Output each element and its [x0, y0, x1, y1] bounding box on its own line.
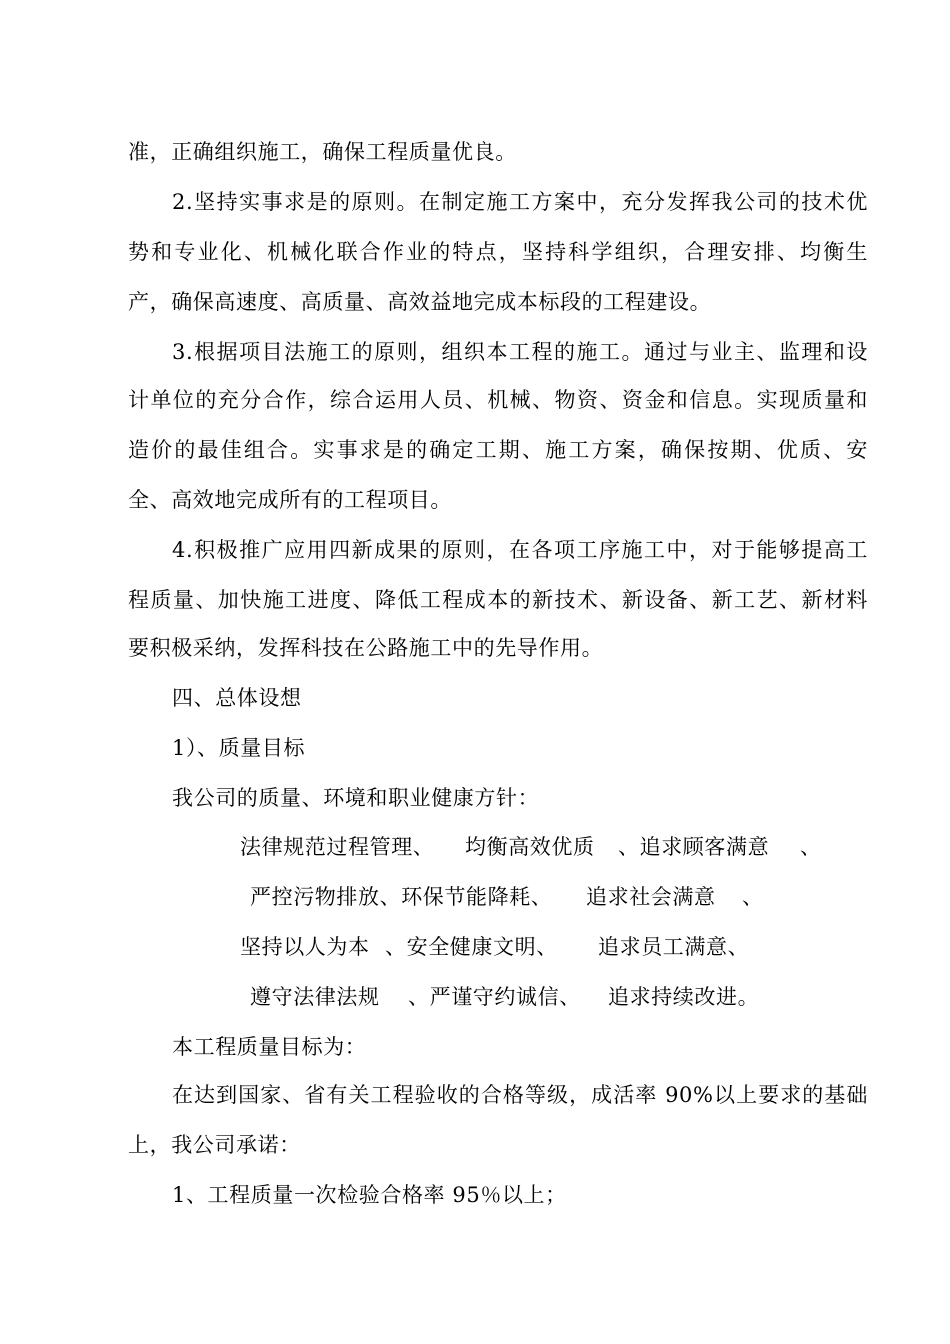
paragraph-line: 在达到国家、省有关工程验收的合格等级，成活率 90%以上要求的基础: [172, 1083, 868, 1107]
paragraph-line: 准，正确组织施工，确保工程质量优良。: [128, 140, 517, 164]
paragraph-line: 2.坚持实事求是的原则。在制定施工方案中，充分发挥我公司的技术优: [172, 190, 868, 214]
policy-phrase: 坚持以人为本: [240, 935, 370, 959]
paragraph-line: 产，确保高速度、高质量、高效益地完成本标段的工程建设。: [128, 290, 712, 314]
paragraph-line: 我公司的质量、环境和职业健康方针：: [172, 786, 540, 810]
policy-phrase: 追求员工满意、: [598, 935, 750, 959]
policy-phrase: 、严谨守约诚信、: [408, 985, 581, 1009]
list-item: 1、工程质量一次检验合格率 95％以上；: [172, 1183, 567, 1207]
subsection-heading: 1）、质量目标: [172, 736, 306, 760]
policy-phrase: 均衡高效优质: [465, 835, 595, 859]
paragraph-line: 上，我公司承诺：: [128, 1133, 301, 1157]
policy-phrase: 追求社会满意: [586, 885, 716, 909]
paragraph-line: 3.根据项目法施工的原则，组织本工程的施工。通过与业主、监理和设: [172, 340, 868, 364]
paragraph-line: 造价的最佳组合。实事求是的确定工期、施工方案，确保按期、优质、安: [128, 438, 868, 462]
section-heading: 四、总体设想: [172, 686, 302, 710]
paragraph-line: 全、高效地完成所有的工程项目。: [128, 488, 452, 512]
policy-phrase: 、: [800, 835, 822, 859]
policy-phrase: 、安全健康文明、: [385, 935, 558, 959]
policy-phrase: 法律规范过程管理、: [240, 835, 435, 859]
policy-phrase: 追求持续改进。: [608, 985, 760, 1009]
paragraph-line: 4.积极推广应用四新成果的原则，在各项工序施工中，对于能够提高工: [172, 538, 868, 562]
paragraph-line: 程质量、加快施工进度、降低工程成本的新技术、新设备、新工艺、新材料: [128, 588, 868, 612]
policy-phrase: 、: [742, 885, 764, 909]
policy-phrase: 遵守法律法规: [250, 985, 380, 1009]
paragraph-line: 本工程质量目标为：: [172, 1035, 367, 1059]
paragraph-line: 势和专业化、机械化联合作业的特点，坚持科学组织，合理安排、均衡生: [128, 240, 868, 264]
paragraph-line: 要积极采纳，发挥科技在公路施工中的先导作用。: [128, 636, 604, 660]
paragraph-line: 计单位的充分合作，综合运用人员、机械、物资、资金和信息。实现质量和: [128, 388, 868, 412]
policy-phrase: 、追求顾客满意: [618, 835, 770, 859]
policy-phrase: 严控污物排放、环保节能降耗、: [250, 885, 553, 909]
